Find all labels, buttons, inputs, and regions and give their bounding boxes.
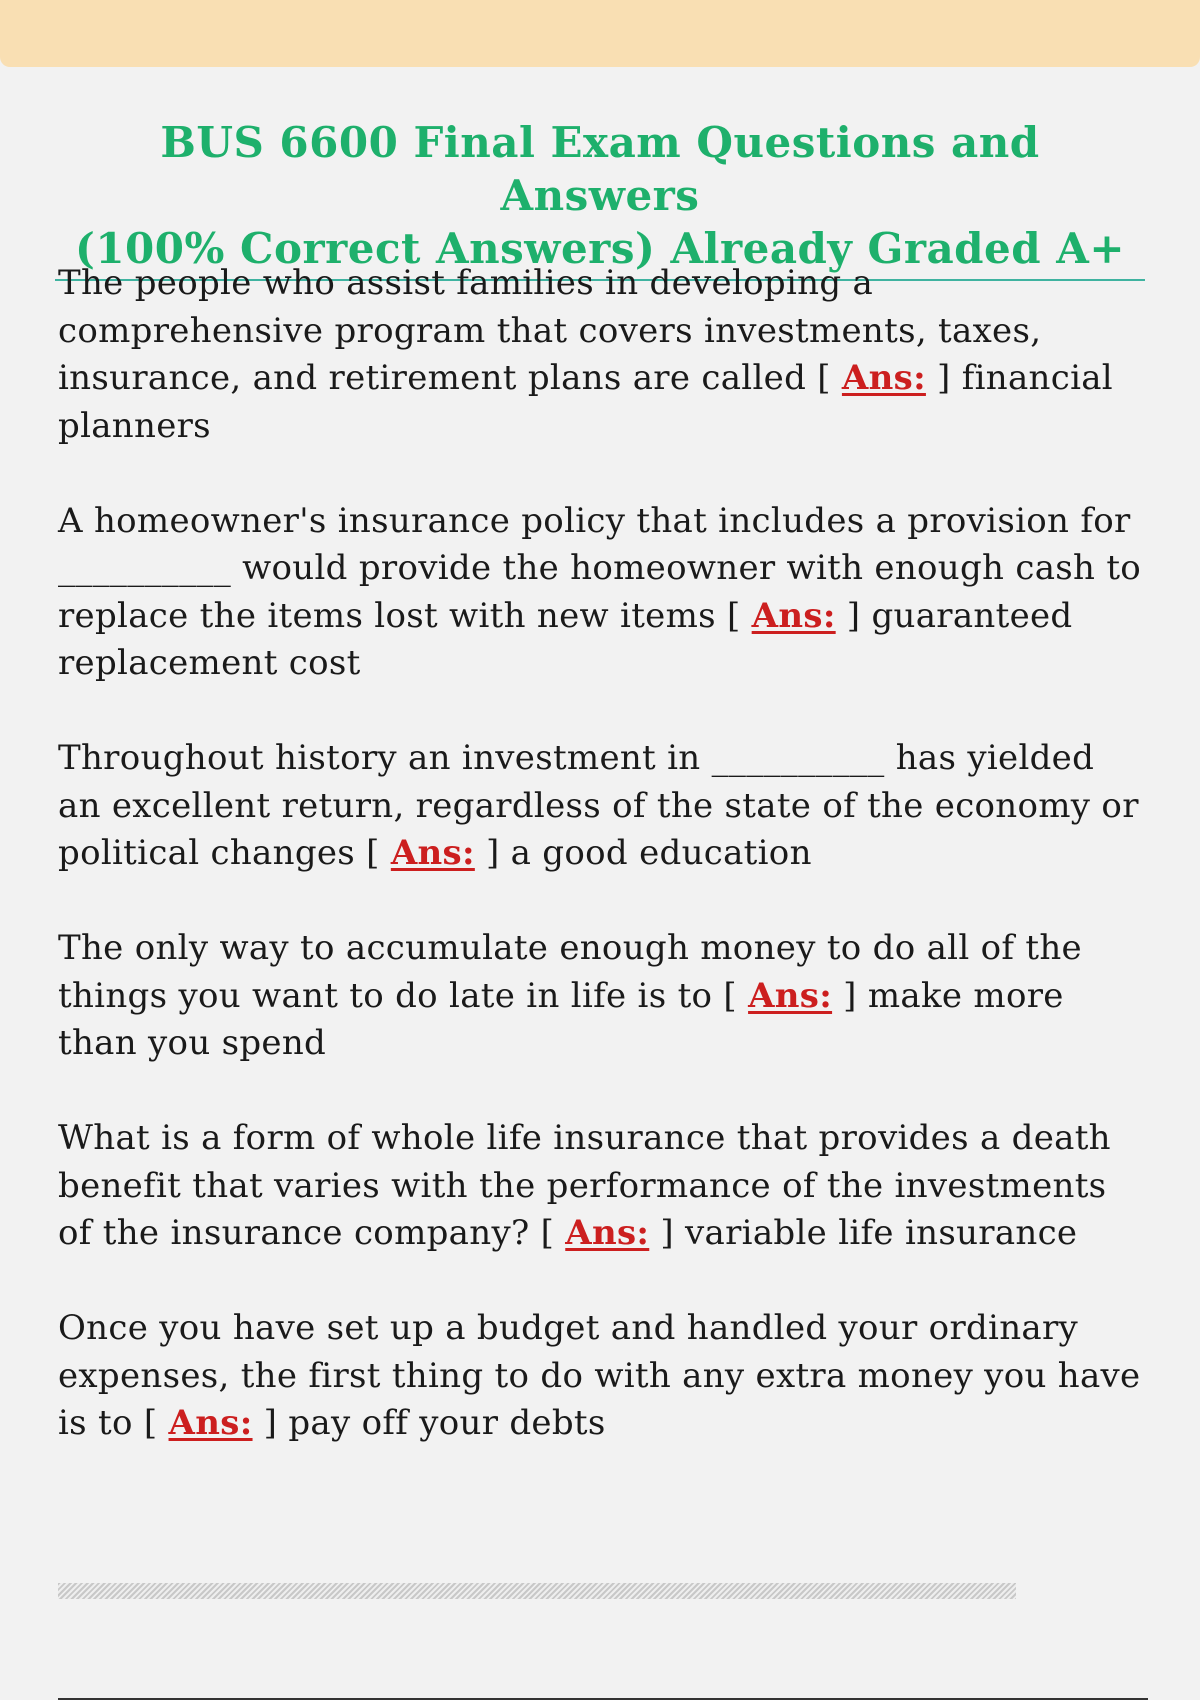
qa-item (58, 260, 1148, 450)
qa-item (58, 1115, 1148, 1258)
qa-list (58, 260, 1148, 1495)
ans-label: Ans: (841, 358, 926, 398)
question-text: Throughout history an investment in __________ has yielded an excellent return, regardless of the state of the economy or political changes [ (58, 738, 1139, 873)
ans-label: Ans: (390, 833, 475, 873)
qa-item (58, 1305, 1148, 1448)
ans-label: Ans: (751, 595, 836, 636)
answer-text: ] make more than you spend (58, 975, 1064, 1063)
hatched-divider (58, 1583, 1016, 1599)
answer-text: ] variable life insurance (649, 1213, 1078, 1253)
answer-text: ] financial planners (58, 358, 1113, 446)
answer-text: ] a good education (474, 833, 812, 873)
document-title (55, 116, 1145, 275)
ans-label: Ans: (168, 1403, 253, 1443)
question-text: A homeowner's insurance policy that includes a provision for __________ would provide the homeowner with enough cash to replace the items lost with new items [ (58, 500, 1142, 636)
question-text: The people who assist families in developing a comprehensive program that covers investments, taxes, insurance, and retirement plans are called [ (58, 263, 1042, 398)
question-text: What is a form of whole life insurance that provides a death benefit that varies with the performance of the investments of the insurance company? [ (58, 1118, 1111, 1253)
document-title-line2: (100% Correct Answers) Already Graded A+ (74, 224, 1126, 273)
qa-item (58, 735, 1148, 878)
qa-item (58, 925, 1148, 1068)
document-title-line1: BUS 6600 Final Exam Questions and Answers (160, 118, 1040, 220)
ans-label: Ans: (748, 975, 833, 1016)
qa-item (58, 498, 1148, 688)
top-banner (0, 0, 1200, 67)
question-text: The only way to accumulate enough money to do all of the things you want to do late in life is to [ (58, 928, 1082, 1016)
answer-text: ] guaranteed replacement cost (58, 595, 1073, 683)
title-block (55, 116, 1145, 281)
ans-label: Ans: (565, 1213, 650, 1253)
question-text: Once you have set up a budget and handled your ordinary expenses, the first thing to do with any extra money you have is to [ (58, 1308, 1141, 1443)
answer-text: ] pay off your debts (252, 1403, 606, 1443)
